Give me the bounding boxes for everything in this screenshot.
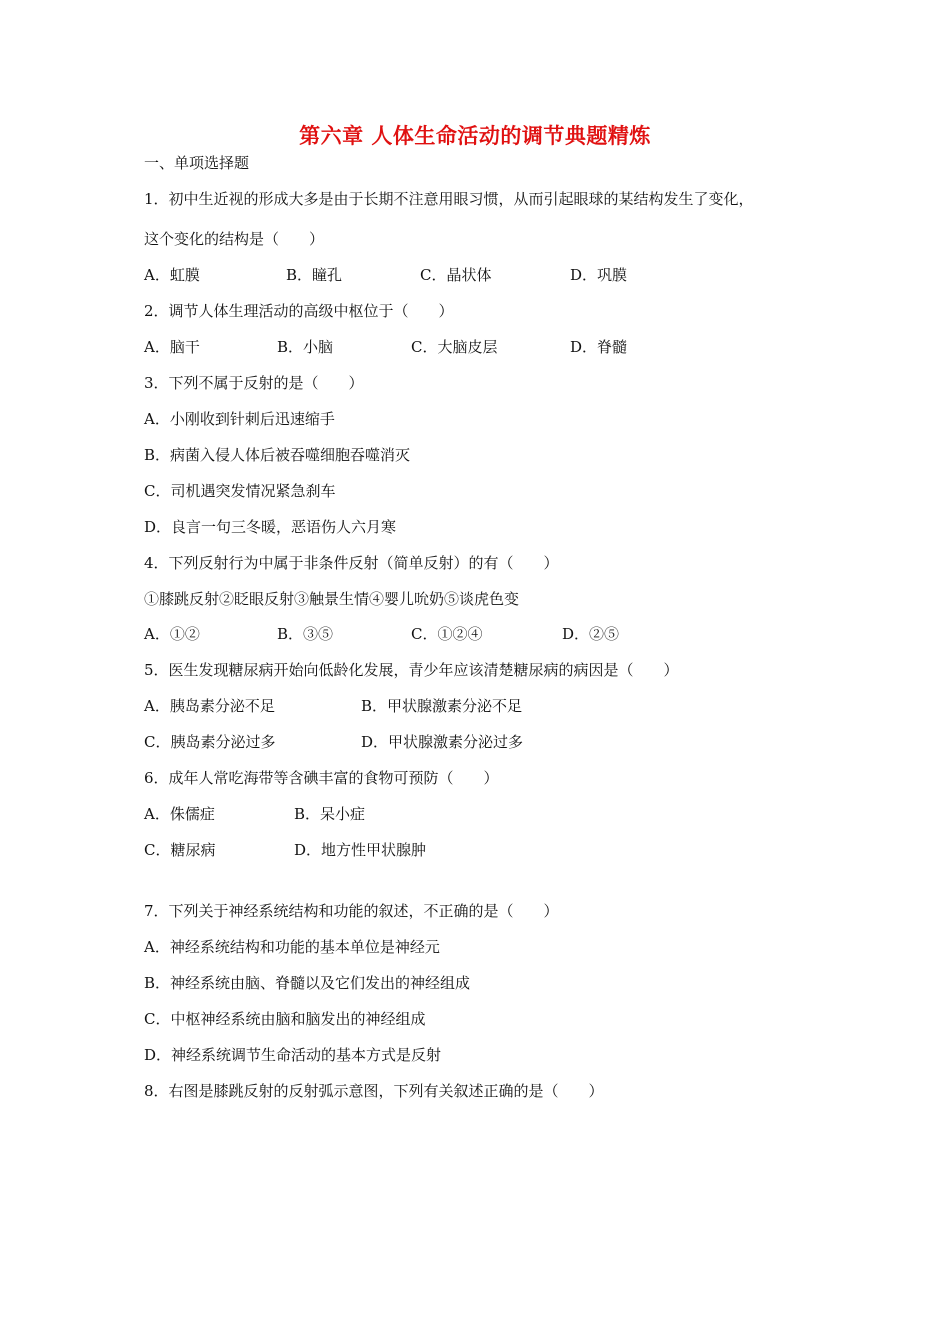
question-1-stem-line-2: 这个变化的结构是（ ） (144, 230, 325, 248)
question-3-stem: 3．下列不属于反射的是（ ） (144, 374, 364, 392)
question-2-option-b: B．小脑 (277, 338, 334, 356)
question-5-option-a: A．胰岛素分泌不足 (144, 697, 275, 715)
question-4-option-a: A．①② (144, 625, 200, 643)
question-6-option-b: B．呆小症 (294, 805, 366, 823)
question-1-option-d: D．巩膜 (570, 266, 628, 284)
question-4-option-c: C．①②④ (411, 625, 483, 643)
question-7-option-a: A．神经系统结构和功能的基本单位是神经元 (144, 938, 440, 956)
question-2-option-d: D．脊髓 (570, 338, 628, 356)
question-4-stem: 4．下列反射行为中属于非条件反射（简单反射）的有（ ） (144, 554, 559, 572)
question-4-option-b: B．③⑤ (277, 625, 334, 643)
question-7-option-d: D．神经系统调节生命活动的基本方式是反射 (144, 1046, 442, 1064)
question-2-option-c: C．大脑皮层 (411, 338, 498, 356)
question-7-option-b: B．神经系统由脑、脊髓以及它们发出的神经组成 (144, 974, 471, 992)
question-4-option-d: D．②⑤ (562, 625, 620, 643)
question-1-option-c: C．晶状体 (420, 266, 492, 284)
question-5-stem: 5．医生发现糖尿病开始向低龄化发展，青少年应该清楚糖尿病的病因是（ ） (144, 661, 679, 679)
question-6-option-d: D．地方性甲状腺肿 (294, 841, 427, 859)
question-5-option-b: B．甲状腺激素分泌不足 (361, 697, 523, 715)
question-6-option-c: C．糖尿病 (144, 841, 216, 859)
question-3-option-b: B．病菌入侵人体后被吞噬细胞吞噬消灭 (144, 446, 411, 464)
document-title: 第六章 人体生命活动的调节典题精炼 (299, 123, 651, 148)
question-6-option-a: A．侏儒症 (144, 805, 215, 823)
question-5-option-c: C．胰岛素分泌过多 (144, 733, 276, 751)
question-8-stem: 8．右图是膝跳反射的反射弧示意图，下列有关叙述正确的是（ ） (144, 1082, 604, 1100)
question-1-stem-line-1: 1．初中生近视的形成大多是由于长期不注意用眼习惯，从而引起眼球的某结构发生了变化， (144, 190, 754, 208)
question-7-option-c: C．中枢神经系统由脑和脑发出的神经组成 (144, 1010, 426, 1028)
question-7-stem: 7．下列关于神经系统结构和功能的叙述，不正确的是（ ） (144, 902, 559, 920)
question-3-option-d: D．良言一句三冬暖，恶语伤人六月寒 (144, 518, 397, 536)
question-1-option-a: A．虹膜 (144, 266, 200, 284)
question-2-stem: 2．调节人体生理活动的高级中枢位于（ ） (144, 302, 454, 320)
question-4-items: ①膝跳反射②眨眼反射③触景生情④婴儿吮奶⑤谈虎色变 (144, 590, 520, 608)
question-5-option-d: D．甲状腺激素分泌过多 (361, 733, 524, 751)
question-3-option-c: C．司机遇突发情况紧急刹车 (144, 482, 336, 500)
question-6-stem: 6．成年人常吃海带等含碘丰富的食物可预防（ ） (144, 769, 499, 787)
question-1-option-b: B．瞳孔 (286, 266, 343, 284)
question-2-option-a: A．脑干 (144, 338, 200, 356)
question-3-option-a: A．小刚收到针刺后迅速缩手 (144, 410, 335, 428)
section-heading: 一、单项选择题 (144, 154, 250, 172)
